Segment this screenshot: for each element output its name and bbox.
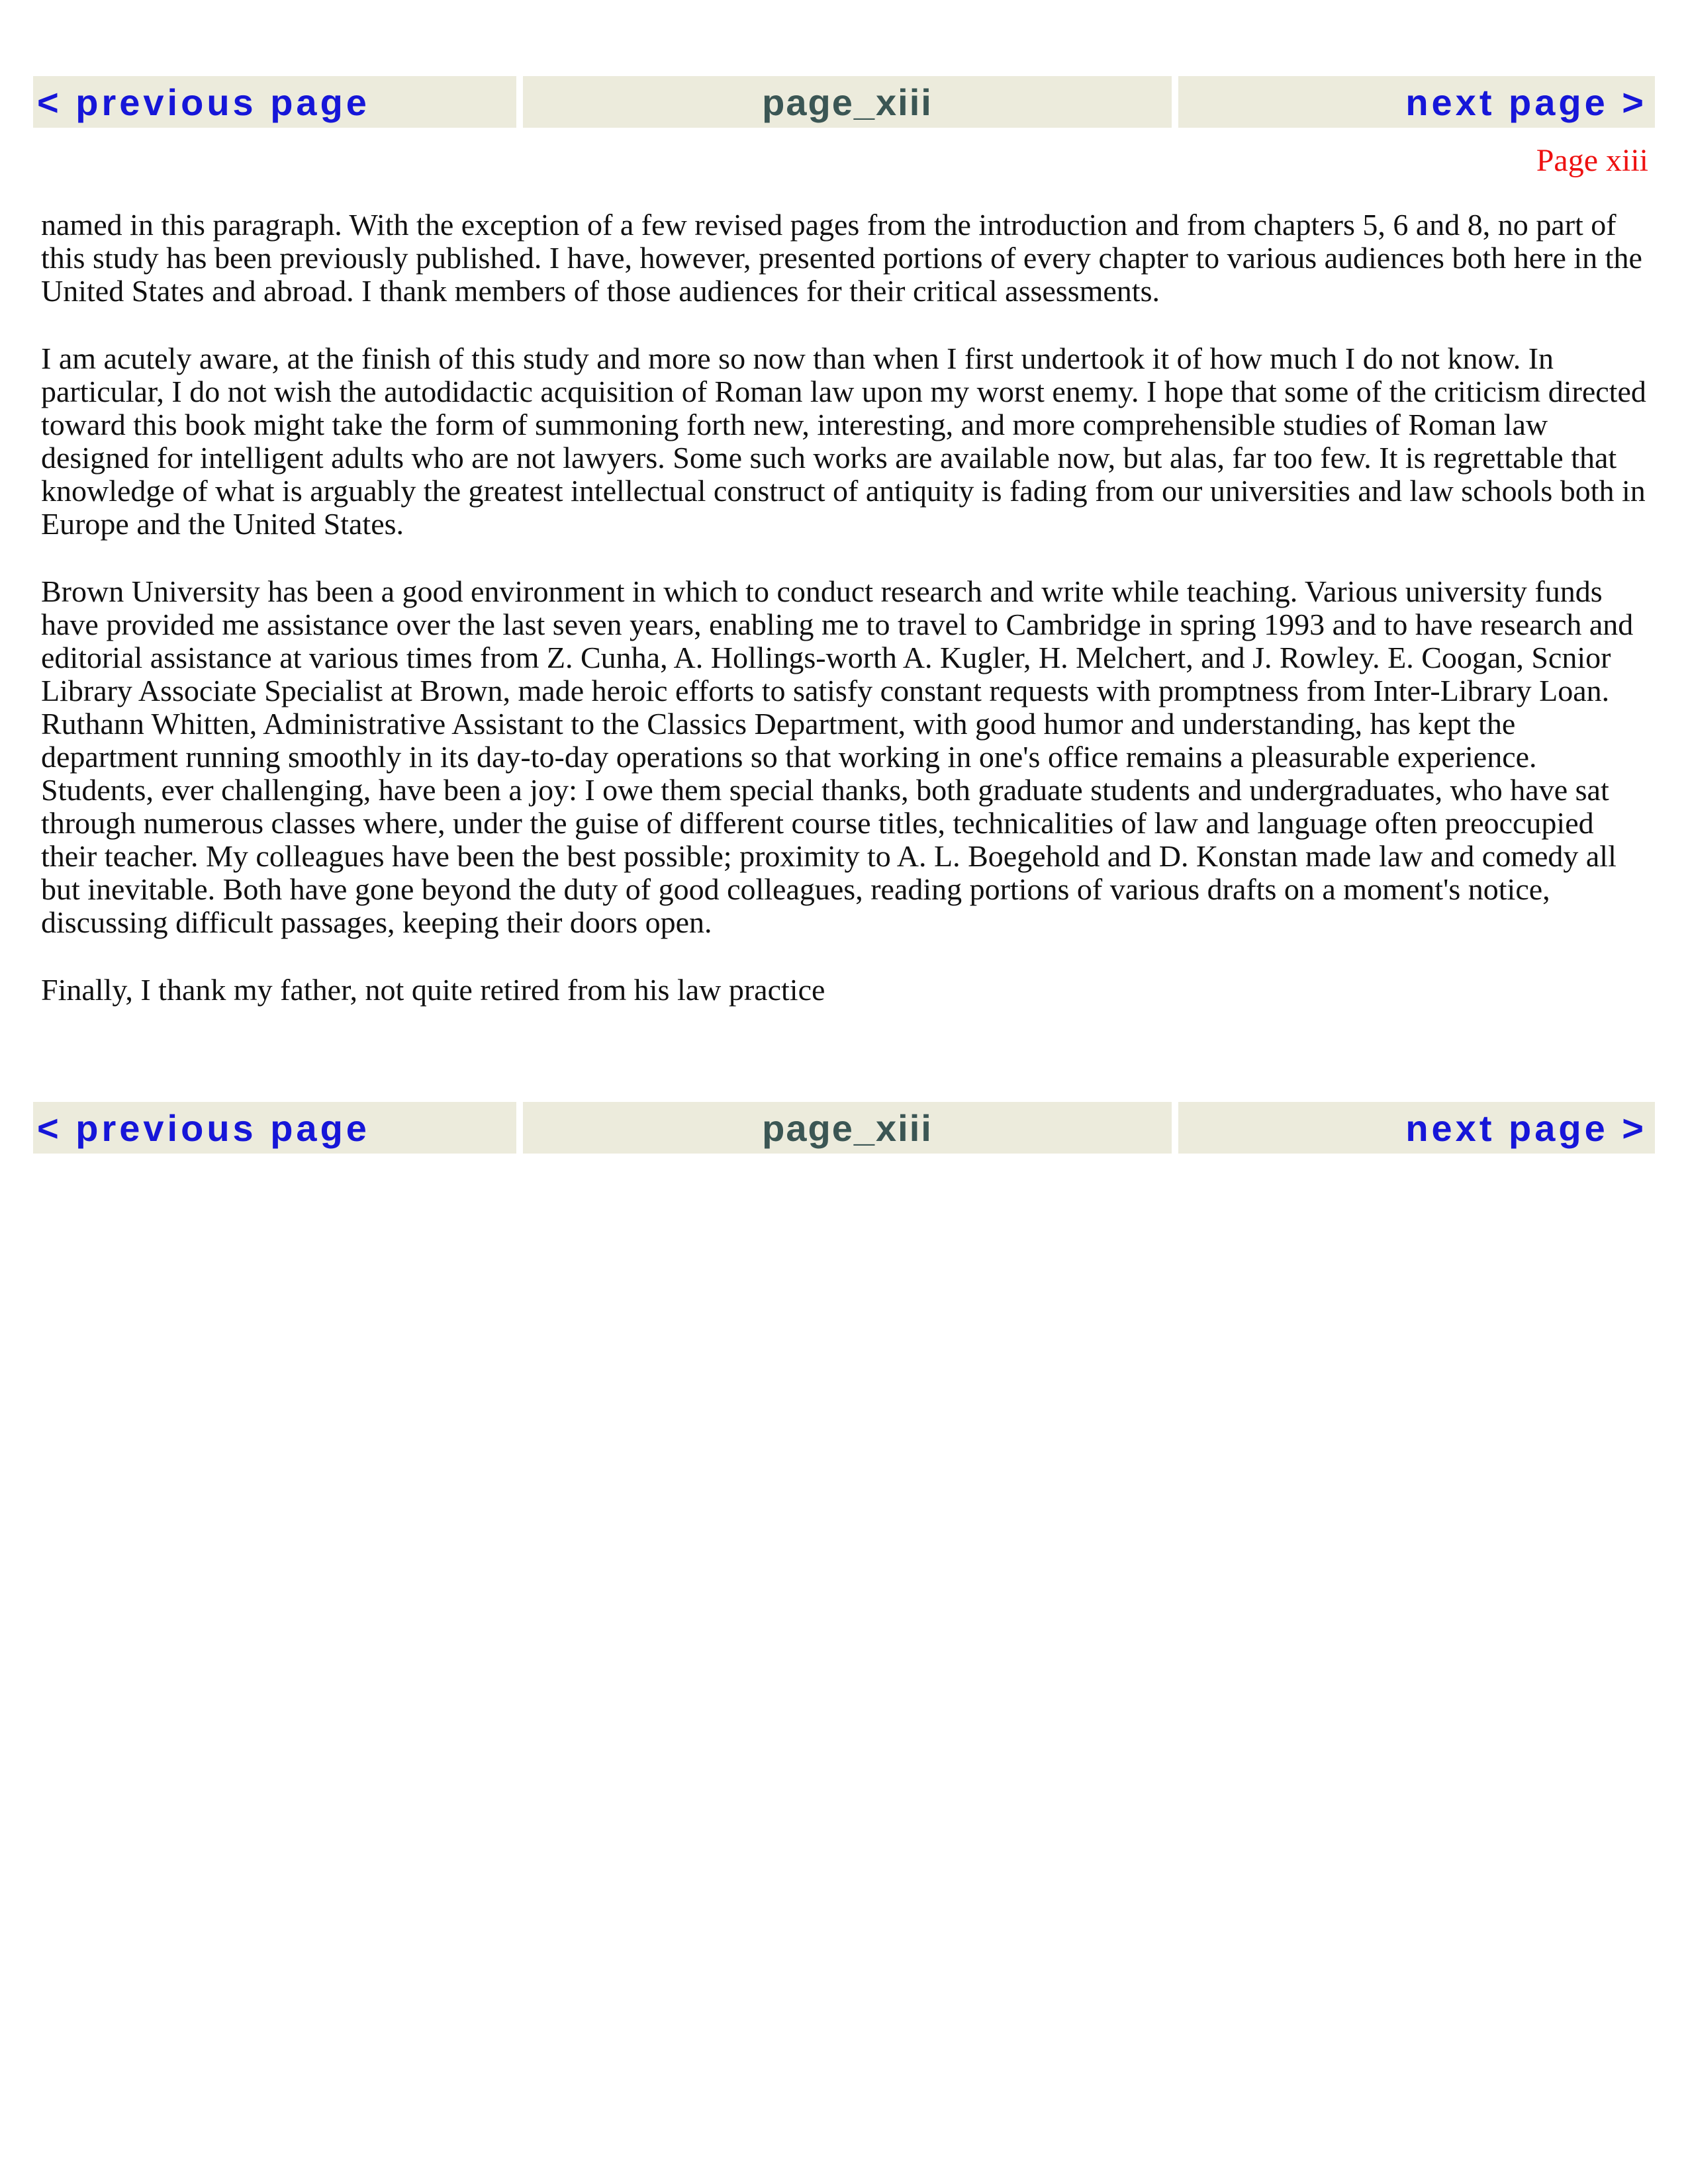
page-body-text [41, 208, 1650, 1041]
paragraph: I am acutely aware, at the finish of this study and more so now than when I first undertook it of how much I do not know. In particular, I do not wish the autodidactic acquisition of Roman law upon my worst enemy. I hope that some of the criticism directed toward this book might take the form of summoning forth new, interesting, and more comprehensible studies of Roman law designed for intelligent adults who are not lawyers. Some such works are available now, but alas, far too few. It is regrettable that knowledge of what is arguably the greatest intellectual construct of antiquity is fading from our universities and law schools both in Europe and the United States. [41, 341, 1646, 541]
previous-page-link[interactable]: < previous page [33, 76, 516, 128]
page-identifier: page_xiii [523, 76, 1172, 128]
previous-page-link[interactable]: < previous page [33, 1102, 516, 1154]
next-page-link[interactable]: next page > [1178, 76, 1655, 128]
bottom-navigation-bar [33, 1102, 1655, 1154]
paragraph: named in this paragraph. With the exception of a few revised pages from the introduction and from chapters 5, 6 and 8, no part of this study has been previously published. I have, however, presented portions of every chapter to various audiences both here in the United States and abroad. I thank members of those audiences for their critical assessments. [41, 208, 1642, 308]
top-navigation-bar [33, 76, 1655, 128]
paragraph: Finally, I thank my father, not quite retired from his law practice [41, 973, 825, 1007]
page-number-label: Page xiii [1536, 143, 1648, 178]
next-page-link[interactable]: next page > [1178, 1102, 1655, 1154]
paragraph: Brown University has been a good environment in which to conduct research and write while teaching. Various university funds have provided me assistance over the last seven years, enabling me to travel to Cambridge in spring 1993 and to have research and editorial assistance at various times from Z. Cunha, A. Hollings-worth A. Kugler, H. Melchert, and J. Rowley. E. Coogan, Scnior Library Associate Specialist at Brown, made heroic efforts to satisfy constant requests with promptness from Inter-Library Loan. Ruthann Whitten, Administrative Assistant to the Classics Department, with good humor and understanding, has kept the department running smoothly in its day-to-day operations so that working in one's office remains a pleasurable experience. Students, ever challenging, have been a joy: I owe them special thanks, both graduate students and undergraduates, who have sat through numerous classes where, under the guise of different course titles, technicalities of law and language often preoccupied their teacher. My colleagues have been the best possible; proximity to A. L. Boegehold and D. Konstan made law and comedy all but inevitable. Both have gone beyond the duty of good colleagues, reading portions of various drafts on a moment's notice, discussing difficult passages, keeping their doors open. [41, 574, 1634, 939]
page-identifier: page_xiii [523, 1102, 1172, 1154]
